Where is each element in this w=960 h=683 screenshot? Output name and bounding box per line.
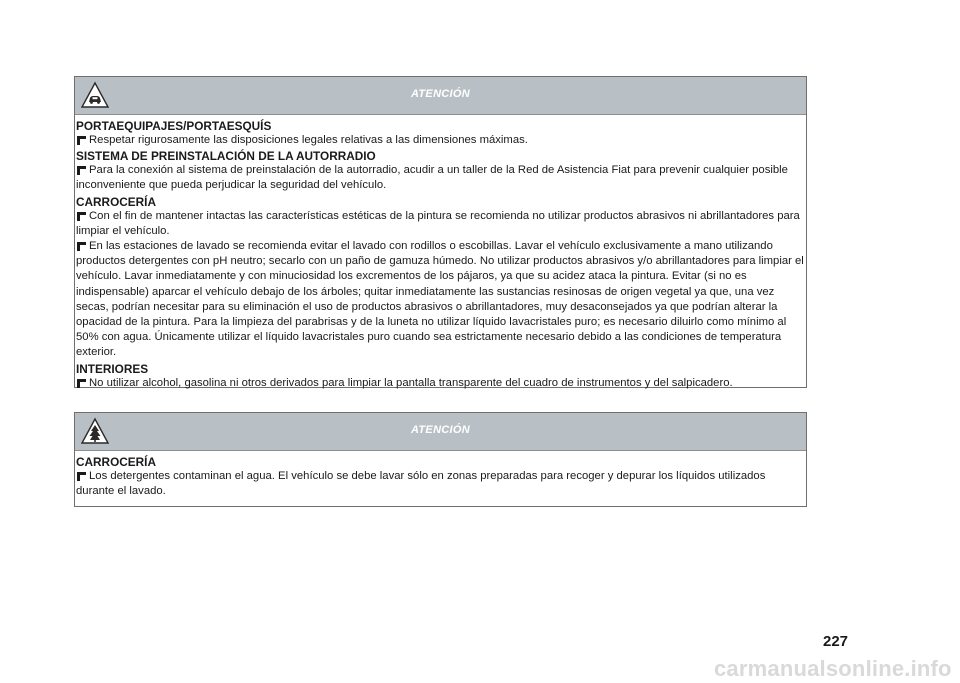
bullet-icon (77, 379, 86, 388)
page-number: 227 (823, 633, 849, 650)
paragraph (76, 376, 805, 391)
warning-box-car (74, 76, 807, 388)
bullet-icon (77, 166, 86, 175)
warning-title: ATENCIÓN (410, 424, 471, 436)
bullet-icon (77, 136, 86, 145)
section-heading: CARROCERÍA (76, 455, 156, 469)
warning-content (75, 115, 806, 391)
section-heading: CARROCERÍA (76, 194, 156, 209)
paragraph-text: Para la conexión al sistema de preinstalación de la autorradio, acudir a un taller de la Red de Asistencia Fiat para prevenir cualquier posible inconveniente que pueda perjudicar la seguridad del vehículo. (76, 164, 788, 192)
warning-box-environment (74, 412, 807, 507)
paragraph (76, 209, 805, 239)
warning-header (75, 77, 806, 115)
section-heading: PORTAEQUIPAJES/PORTAESQUÍS (76, 119, 272, 133)
bullet-icon (77, 472, 86, 481)
paragraph (76, 133, 805, 148)
paragraph-text: En las estaciones de lavado se recomienda evitar el lavado con rodillos o escobillas. Lavar el vehículo exclusivamente a mano utilizando productos detergentes con pH neutro; secarlo con un paño de gamuza húmedo. No utilizar productos abrasivos y/o abrillantadores para limpiar el vehículo. Lavar inmediatamente y con minuciosidad los excrementos de los pájaros, ya que su acidez ataca la pintura. Evitar (si no es indispensable) aparcar el vehículo debajo de los árboles; quitar inmediatamente las sustancias resinosas de origen vegetal ya que, una vez secas, podrían necesitar para su eliminación el uso de productos abrasivos o abrillantadores, muy desaconsejados ya que podrían alterar la opacidad de la pintura. Para la limpieza del parabrisas y de la luneta no utilizar líquido lavacristales puro; es necesario diluirlo como mínimo al 50% con agua. Únicamente utilizar el líquido lavacristales puro cuando sea estrictamente necesario debido a las condiciones de temperatura exterior. (76, 240, 804, 359)
bullet-icon (77, 212, 86, 221)
section-heading: INTERIORES (76, 361, 149, 376)
section-heading: SISTEMA DE PREINSTALACIÓN DE LA AUTORRADIO (76, 149, 376, 164)
paragraph-text: No utilizar alcohol, gasolina ni otros derivados para limpiar la pantalla transparente del cuadro de instrumentos y del salpicadero. (89, 376, 733, 389)
paragraph-text: Respetar rigurosamente las disposiciones legales relativas a las dimensiones máximas. (89, 134, 528, 146)
warning-header (75, 413, 806, 451)
paragraph (76, 469, 805, 499)
warning-content (75, 451, 806, 499)
paragraph-text: Con el fin de mantener intactas las características estéticas de la pintura se recomienda no utilizar productos abrasivos ni abrillantadores para limpiar el vehículo. (76, 209, 800, 237)
warning-title: ATENCIÓN (410, 88, 471, 100)
bullet-icon (77, 242, 86, 251)
paragraph (76, 163, 805, 193)
watermark: carmanualsonline.info (714, 656, 952, 681)
paragraph (76, 239, 805, 361)
paragraph-text: Los detergentes contaminan el agua. El vehículo se debe lavar sólo en zonas preparadas para recoger y depurar los líquidos utilizados durante el lavado. (76, 470, 766, 498)
